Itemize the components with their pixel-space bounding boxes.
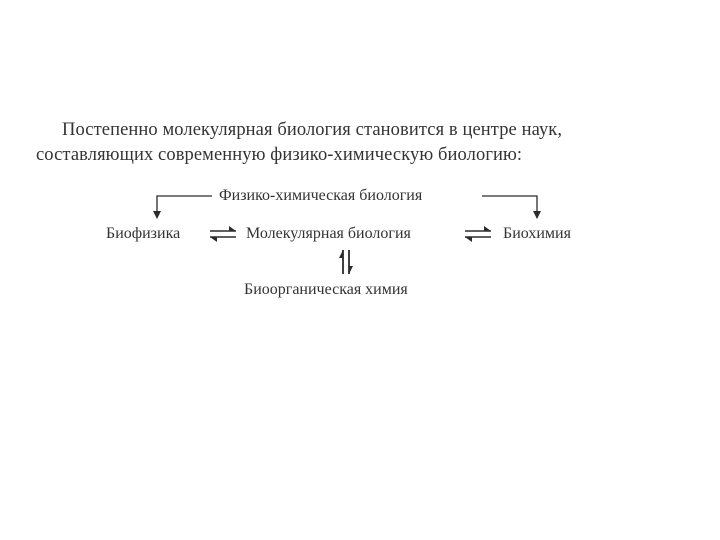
intro-line-2: составляющих современную физико-химическую биологию: (36, 145, 523, 165)
arrow-top-to-biochemistry (482, 196, 537, 218)
node-biochemistry: Биохимия (503, 225, 571, 242)
node-bioorganic-chemistry: Биоорганическая химия (244, 281, 408, 298)
arrow-top-to-biophysics (157, 196, 212, 218)
node-biophysics: Биофизика (106, 225, 181, 242)
node-physico-chemical-biology: Физико-химическая биология (219, 187, 423, 204)
equilibrium-arrow-right (465, 226, 491, 242)
equilibrium-arrow-vertical (339, 250, 353, 274)
intro-paragraph (36, 118, 686, 168)
node-molecular-biology: Молекулярная биология (246, 225, 411, 242)
intro-line-1: Постепенно молекулярная биология становится в центре наук, (62, 120, 563, 140)
equilibrium-arrow-left (210, 226, 236, 242)
